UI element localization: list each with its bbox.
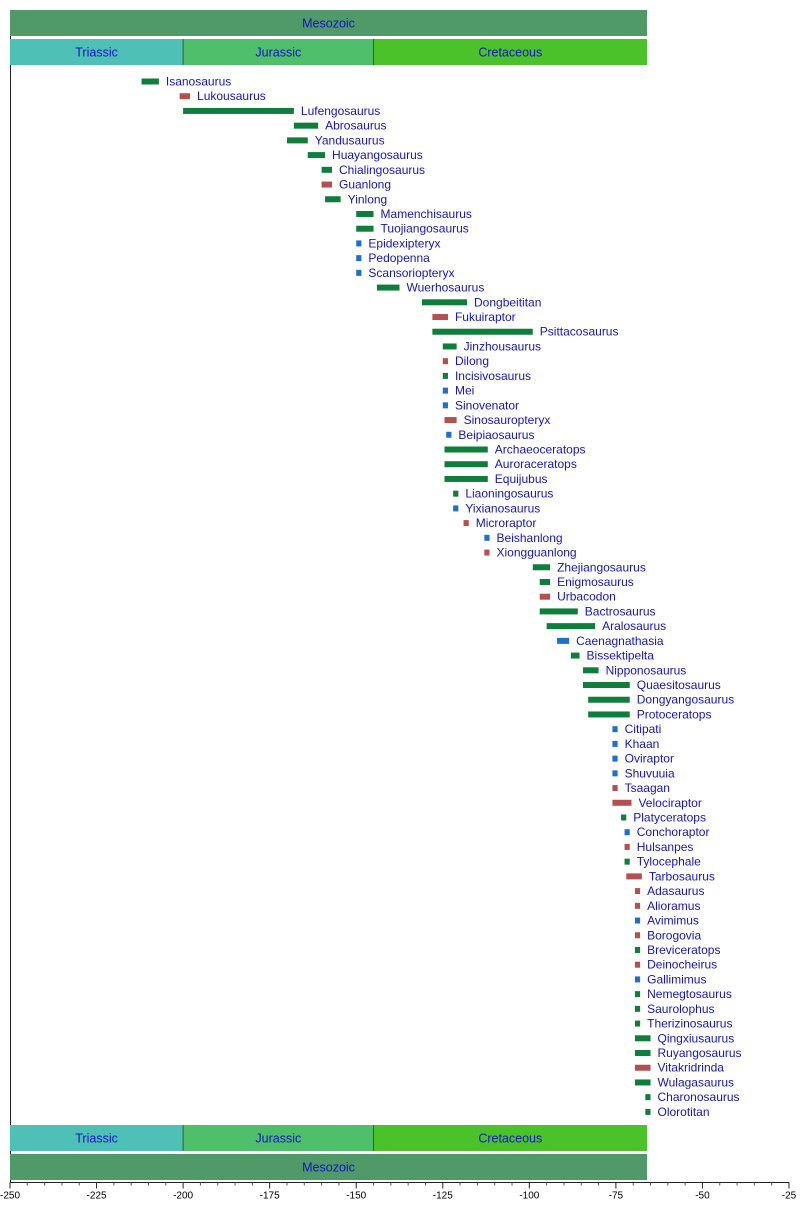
taxon-label: Tarbosaurus (648, 869, 715, 884)
taxon-range-bar (588, 697, 630, 703)
taxon-label: Urbacodon (557, 589, 616, 604)
taxon-range-bar (180, 93, 190, 99)
x-tick-label: -200 (173, 1190, 194, 1202)
taxon-label: Scansoriopteryx (368, 265, 455, 280)
taxon-range-bar (625, 859, 630, 865)
x-tick-label: -100 (519, 1190, 540, 1202)
taxon-label: Oviraptor (624, 751, 674, 766)
x-tick-label: -75 (608, 1190, 624, 1202)
taxon-range-bar (322, 167, 332, 173)
bottom-period-label-cretaceous: Cretaceous (478, 1131, 543, 1146)
taxon-range-bar (645, 1094, 650, 1100)
taxon-range-bar (356, 226, 373, 232)
taxon-label: Abrosaurus (325, 118, 387, 133)
taxon-range-bar (635, 976, 640, 982)
taxon-range-bar (142, 79, 159, 85)
taxon-range-bar (356, 270, 361, 276)
taxon-range-bar (356, 240, 361, 246)
taxon-range-bar (588, 711, 630, 717)
taxon-label: Xiongguanlong (496, 545, 577, 560)
taxon-label: Mamenchisaurus (380, 206, 472, 221)
taxon-label: Tylocephale (636, 854, 701, 869)
taxon-label: Beipiaosaurus (458, 427, 535, 442)
taxon-range-bar (432, 329, 532, 335)
taxon-range-bar (322, 182, 332, 188)
taxon-label: Psittacosaurus (539, 324, 619, 339)
taxon-range-bar (453, 505, 458, 511)
taxon-range-bar (443, 402, 448, 408)
taxon-label: Bissektipelta (586, 648, 654, 663)
taxon-label: Khaan (624, 736, 660, 751)
taxon-range-bar (443, 358, 448, 364)
taxon-label: Therizinosaurus (647, 1016, 733, 1031)
taxon-range-bar (625, 829, 630, 835)
taxon-label: Isanosaurus (165, 74, 232, 89)
taxon-range-bar (443, 388, 448, 394)
taxon-range-bar (464, 520, 469, 526)
taxon-range-bar (445, 476, 488, 482)
top-period-label-jurassic: Jurassic (255, 45, 302, 60)
taxon-label: Yandusaurus (314, 133, 385, 148)
taxon-range-bar (453, 491, 458, 497)
taxon-label: Borogovia (647, 928, 702, 943)
taxon-range-bar (443, 343, 457, 349)
taxon-label: Wulagasaurus (657, 1075, 735, 1090)
taxon-label: Nemegtosaurus (647, 987, 732, 1002)
taxon-range-bar (635, 991, 640, 997)
taxon-label: Nipponosaurus (605, 663, 687, 678)
bottom-period-label-triassic: Triassic (75, 1131, 118, 1146)
taxon-label: Gallimimus (647, 972, 707, 987)
taxon-label: Qingxiusaurus (657, 1031, 735, 1046)
taxon-label: Beishanlong (496, 530, 563, 545)
taxon-label: Wuerhosaurus (406, 280, 485, 295)
taxon-range-bar (432, 314, 448, 320)
taxon-range-bar (612, 741, 617, 747)
top-era-label: Mesozoic (302, 16, 355, 31)
taxon-label: Lukousaurus (197, 89, 266, 104)
taxon-label: Guanlong (338, 177, 392, 192)
taxon-label: Liaoningosaurus (465, 486, 554, 501)
taxon-label: Vitakridrinda (657, 1060, 724, 1075)
taxon-range-bar (635, 1021, 640, 1027)
taxon-label: Citipati (624, 722, 662, 737)
taxon-label: Adasaurus (647, 884, 705, 899)
taxon-label: Dongbeititan (474, 295, 542, 310)
x-axis (0, 1183, 797, 1202)
taxon-range-bar (635, 932, 640, 938)
x-tick-label: -25 (781, 1190, 797, 1202)
x-tick-label: -225 (86, 1190, 107, 1202)
taxon-range-bar (612, 785, 617, 791)
taxon-label: Epidexipteryx (368, 236, 441, 251)
taxon-label: Yixianosaurus (465, 501, 541, 516)
taxon-label: Dilong (454, 354, 490, 369)
x-tick-label: -50 (695, 1190, 710, 1202)
top-period-label-triassic: Triassic (75, 45, 118, 60)
taxon-range-bar (635, 1006, 640, 1012)
taxon-range-bar (183, 108, 294, 114)
taxon-range-bar (583, 682, 630, 688)
taxon-label: Fukuiraptor (454, 310, 516, 325)
taxon-range-bar (571, 653, 580, 659)
taxon-label: Bactrosaurus (584, 604, 656, 619)
taxon-label: Conchoraptor (636, 825, 710, 840)
taxon-label: Mei (454, 383, 475, 398)
taxon-range-bar (443, 373, 448, 379)
taxon-range-bar (635, 1079, 651, 1085)
taxon-range-bar (612, 800, 631, 806)
taxon-label: Chialingosaurus (338, 162, 426, 177)
taxon-range-bar (645, 1109, 650, 1115)
x-tick-label: -175 (259, 1190, 280, 1202)
taxon-range-bar (635, 903, 640, 909)
taxon-label: Yinlong (347, 192, 388, 207)
taxon-range-bar (287, 137, 308, 143)
x-tick-label: -250 (0, 1190, 21, 1202)
taxon-range-bar (308, 152, 325, 158)
taxon-label: Zhejiangosaurus (557, 560, 646, 575)
taxon-label: Alioramus (647, 898, 701, 913)
taxon-range-bar (445, 461, 488, 467)
taxon-label: Tuojiangosaurus (380, 221, 469, 236)
taxon-label: Sinovenator (454, 398, 520, 413)
taxon-label: Dongyangosaurus (636, 692, 735, 707)
taxon-range-bar (547, 623, 595, 629)
taxon-range-bar (445, 447, 488, 453)
taxon-range-bar (612, 726, 617, 732)
taxon-label: Hulsanpes (636, 839, 694, 854)
bottom-period-bands (10, 1125, 647, 1180)
taxon-range-bar (625, 844, 630, 850)
taxon-range-bar (484, 550, 489, 556)
taxon-range-bar (484, 535, 489, 541)
taxon-label: Sinosauropteryx (463, 413, 551, 428)
taxa-ranges (142, 75, 742, 1119)
taxon-range-bar (635, 947, 640, 953)
taxon-label: Pedopenna (368, 251, 430, 266)
taxon-range-bar (445, 417, 457, 423)
taxon-label: Archaeoceratops (494, 442, 586, 457)
taxon-label: Auroraceratops (494, 457, 577, 472)
top-period-bands (10, 10, 647, 65)
taxon-label: Microraptor (475, 516, 537, 531)
taxon-label: Platyceratops (633, 810, 706, 825)
taxon-label: Huayangosaurus (332, 148, 423, 163)
taxon-range-bar (635, 1050, 651, 1056)
taxon-range-bar (446, 432, 451, 438)
taxon-range-bar (540, 579, 550, 585)
taxon-range-bar (626, 873, 642, 879)
taxon-label: Jinzhousaurus (463, 339, 542, 354)
taxon-label: Saurolophus (647, 1001, 715, 1016)
taxon-label: Breviceratops (647, 942, 721, 957)
taxon-range-bar (533, 564, 550, 570)
bottom-period-label-jurassic: Jurassic (255, 1131, 302, 1146)
taxon-range-bar (635, 962, 640, 968)
taxon-range-bar (294, 123, 318, 129)
taxon-label: Caenagnathasia (576, 633, 664, 648)
x-tick-label: -150 (346, 1190, 367, 1202)
taxon-label: Tsaagan (624, 781, 670, 796)
taxon-range-bar (583, 667, 599, 673)
x-tick-label: -125 (432, 1190, 453, 1202)
taxon-label: Charonosaurus (657, 1090, 740, 1105)
taxon-range-bar (540, 608, 578, 614)
taxon-range-bar (557, 638, 569, 644)
taxon-range-bar (356, 211, 373, 217)
taxon-label: Deinocheirus (647, 957, 718, 972)
taxon-label: Olorotitan (657, 1104, 710, 1119)
taxon-label: Ruyangosaurus (657, 1046, 742, 1061)
bottom-era-label: Mesozoic (302, 1160, 355, 1175)
top-period-label-cretaceous: Cretaceous (478, 45, 543, 60)
taxon-label: Aralosaurus (602, 619, 667, 634)
taxon-range-bar (356, 255, 361, 261)
taxon-range-bar (612, 756, 617, 762)
taxon-range-bar (422, 299, 467, 305)
taxon-label: Equijubus (494, 471, 548, 486)
taxon-label: Incisivosaurus (454, 368, 532, 383)
taxon-range-bar (635, 918, 640, 924)
taxon-label: Protoceratops (636, 707, 712, 722)
taxon-range-bar (325, 196, 341, 202)
taxon-range-bar (635, 1035, 651, 1041)
taxon-label: Enigmosaurus (557, 574, 634, 589)
taxon-range-bar (612, 770, 617, 776)
taxon-label: Avimimus (647, 913, 699, 928)
taxon-label: Shuvuuia (624, 766, 675, 781)
taxon-range-bar (621, 815, 626, 821)
taxon-range-bar (377, 285, 400, 291)
taxon-range-bar (635, 1065, 651, 1071)
taxon-label: Quaesitosaurus (636, 678, 721, 693)
taxon-range-bar (540, 594, 550, 600)
taxon-range-bar (635, 888, 640, 894)
taxon-label: Lufengosaurus (300, 103, 381, 118)
taxon-label: Velociraptor (638, 795, 702, 810)
